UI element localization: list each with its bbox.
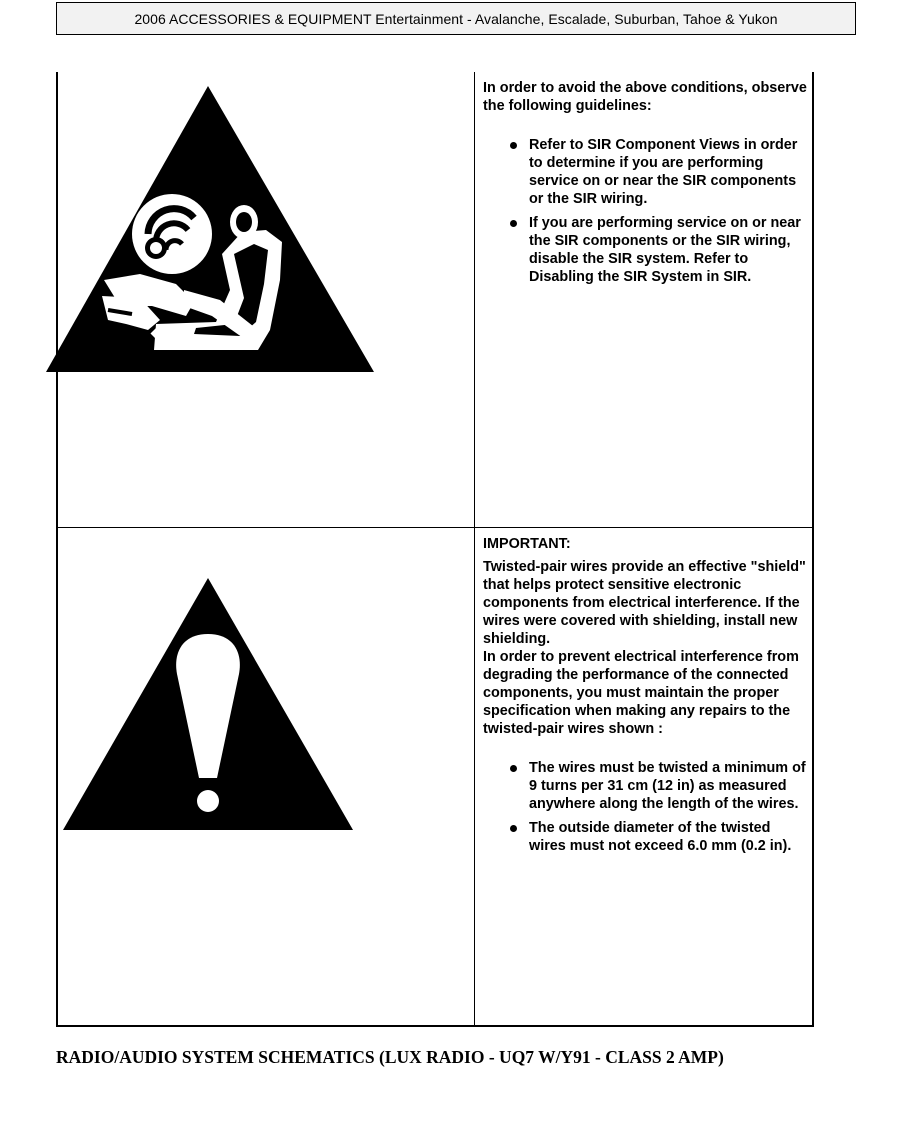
text-cell xyxy=(475,72,812,527)
list-item: If you are performing service on or near the SIR components or the SIR wiring, disable the SIR system. Refer to Disabling the SIR System in SIR. xyxy=(483,214,808,286)
text-cell xyxy=(475,528,812,1025)
list-item: Refer to SIR Component Views in order to determine if you are performing service on or near the SIR components or the SIR wiring. xyxy=(483,136,808,208)
guidelines-intro: In order to avoid the above conditions, observe the following guidelines: xyxy=(483,80,807,114)
specification-list xyxy=(483,759,808,855)
page-header-title: 2006 ACCESSORIES & EQUIPMENT Entertainment - Avalanche, Escalade, Suburban, Tahoe & Yukon xyxy=(134,11,778,27)
caution-exclamation-triangle-icon xyxy=(61,576,355,832)
page-header xyxy=(56,2,856,35)
important-paragraph-2: In order to prevent electrical interference from degrading the performance of the connected components, you must maintain the proper specification when making any repairs to the twisted-pair wires shown : xyxy=(483,649,799,737)
list-item: The wires must be twisted a minimum of 9 turns per 31 cm (12 in) as measured anywhere along the length of the wires. xyxy=(483,759,808,813)
section-title: RADIO/AUDIO SYSTEM SCHEMATICS (LUX RADIO - UQ7 W/Y91 - CLASS 2 AMP) xyxy=(56,1047,724,1067)
important-paragraph-1: Twisted-pair wires provide an effective "shield" that helps protect sensitive electronic components from electrical interference. If the wires were covered with shielding, install new shielding. xyxy=(483,559,806,647)
important-label: IMPORTANT: xyxy=(483,536,571,552)
guidelines-list xyxy=(483,136,808,286)
airbag-warning-triangle-icon xyxy=(44,84,378,374)
list-item: The outside diameter of the twisted wires must not exceed 6.0 mm (0.2 in). xyxy=(483,819,808,855)
